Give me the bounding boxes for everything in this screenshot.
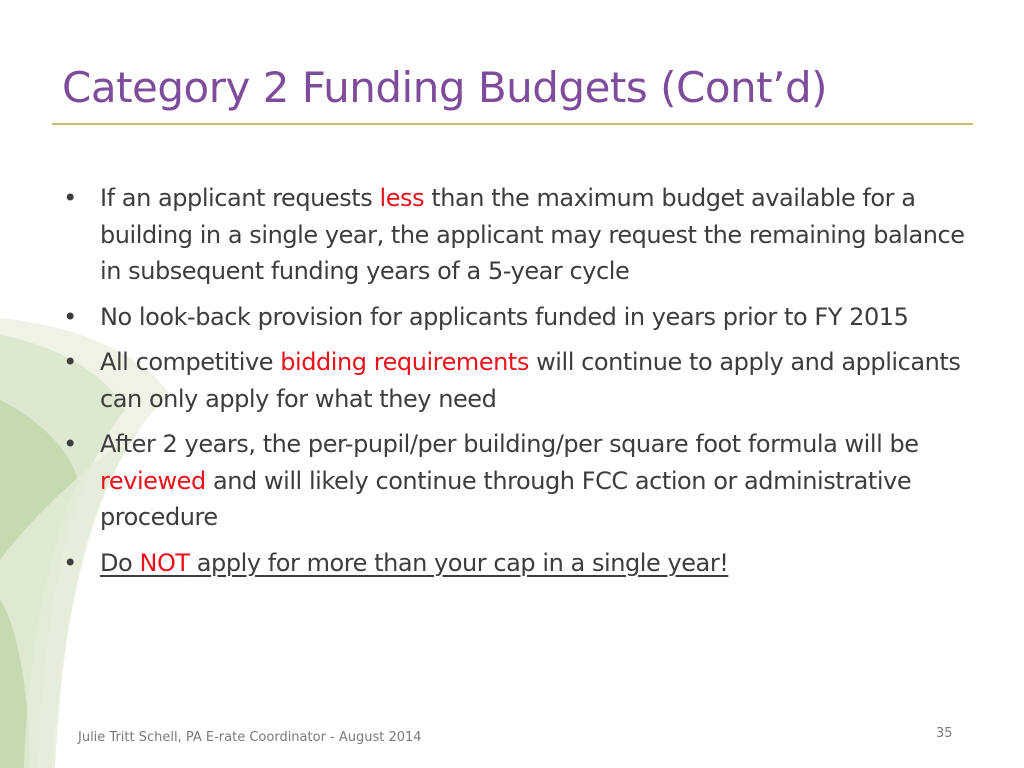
bullet-item (60, 426, 965, 536)
bullet-text-segment: than the maximum budget available for a building in a single year, the applicant may request the remaining balance in subsequent funding years of a 5-year cycle (100, 184, 965, 285)
bullet-list (60, 180, 965, 590)
bullet-text-segment: All competitive (100, 348, 281, 376)
bullet-text-segment: apply for more than your cap in a single year! (189, 548, 729, 577)
bullet-dot-icon: • (63, 302, 77, 331)
bullet-item (60, 344, 965, 417)
highlight-text: bidding requirements (280, 348, 529, 376)
slide-title: Category 2 Funding Budgets (Cont’d) (62, 63, 828, 112)
bullet-dot-icon: • (63, 548, 77, 577)
bullet-text-segment: Do (100, 548, 140, 577)
highlight-text: NOT (139, 548, 190, 577)
highlight-text: reviewed (100, 466, 206, 495)
bullet-text (100, 430, 919, 531)
bullet-text-segment: No look-back provision for applicants funded in years prior to FY 2015 (100, 302, 909, 331)
bullet-text-segment: After 2 years, the per-pupil/per building/per square foot formula will be (100, 430, 919, 458)
bullet-dot-icon: • (63, 184, 77, 212)
bullet-text-segment: and will likely continue through FCC action or administrative procedure (100, 466, 912, 531)
bullet-text (100, 303, 908, 331)
bullet-text (100, 348, 960, 413)
bullet-dot-icon: • (63, 430, 77, 458)
bullet-dot-icon: • (63, 348, 77, 376)
bullet-item (60, 299, 965, 336)
footer-text: Julie Tritt Schell, PA E-rate Coordinator - August 2014 (78, 730, 422, 745)
bullet-text-segment: will continue to apply and applicants can only apply for what they need (100, 348, 961, 413)
bullet-text-segment: If an applicant requests (100, 184, 380, 212)
bullet-text (100, 184, 965, 285)
bullet-item (60, 545, 965, 582)
highlight-text: less (379, 184, 425, 212)
page-number: 35 (936, 726, 953, 741)
bullet-item (60, 180, 965, 290)
bullet-text (100, 549, 728, 577)
title-divider (52, 123, 973, 125)
